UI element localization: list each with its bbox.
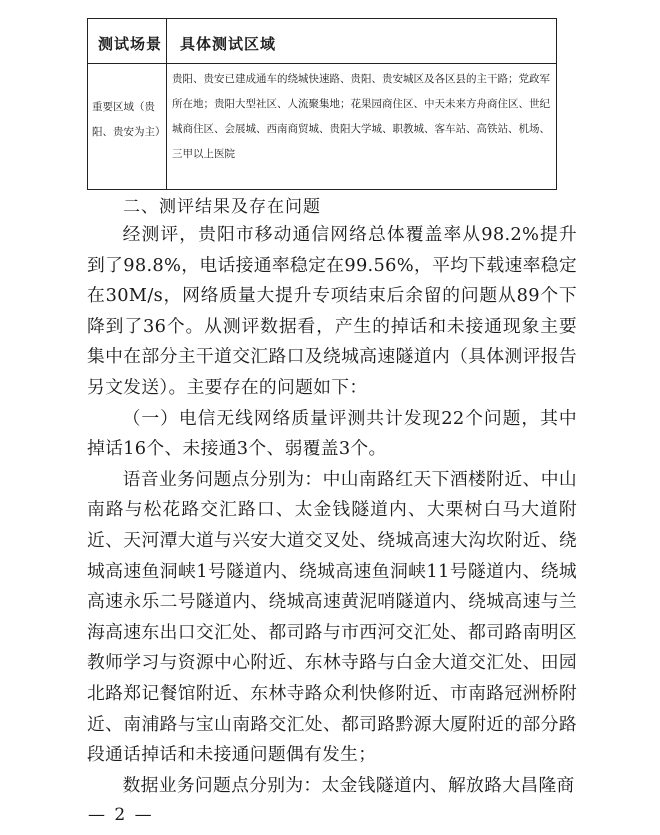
table-cell-scene: 重要区域（贵阳、贵安为主） [92, 101, 166, 138]
paragraph-data-issues: 数据业务问题点分别为：太金钱隧道内、解放路大昌隆商 [122, 774, 575, 796]
table-header-area: 具体测试区域 [180, 35, 277, 53]
table-header-scene: 测试场景 [98, 35, 163, 53]
table-column-divider [166, 19, 167, 189]
document-body [87, 220, 577, 801]
paragraph-overview: 经测评，贵阳市移动通信网络总体覆盖率从98.2%提升到了98.8%，电话接通率稳定在99.56%，平均下载速率稳定在30M/s，网络质量大提升专项结束后余留的问题从89个下降到了36个。从测评数据看，产生的掉话和未接通现象主要集中在部分主干道交汇路口及绕城高速隧道内（具体测评报告另文发送）。主要存在的问题如下： [87, 224, 577, 398]
table-row-divider [88, 63, 556, 64]
section-heading: 二、测评结果及存在问题 [123, 197, 321, 217]
table-cell-area: 贵阳、贵安已建成通车的绕城快速路、贵阳、贵安城区及各区县的主干路；党政军所在地；贵阳大型社区、人流聚集地；花果园商住区、中天未来方舟商住区、世纪城商住区、会展城、西南商贸城、贵阳大学城、职教城、客车站、高铁站、机场、三甲以上医院 [172, 73, 550, 160]
paragraph-telecom-issues: （一）电信无线网络质量评测共计发现22个问题，其中掉话16个、未接通3个、弱覆盖3个。 [87, 407, 577, 460]
test-area-table [87, 18, 557, 190]
page-number: — 2 — [88, 805, 154, 825]
paragraph-voice-issues: 语音业务问题点分别为：中山南路红天下酒楼附近、中山南路与松花路交汇路口、太金钱隧道内、大栗树白马大道附近、天河潭大道与兴安大道交叉处、绕城高速大沟坎附近、绕城高速鱼洞峡1号隧道内、绕城高速鱼洞峡11号隧道内、绕城高速永乐二号隧道内、绕城高速黄泥哨隧道内、绕城高速与兰海高速东出口交汇处、都司路与市西河交汇处、都司路南明区教师学习与资源中心附近、东林寺路与白金大道交汇处、田园北路郑记餐馆附近、东林寺路众利快修附近、市南路冠洲桥附近、南浦路与宝山南路交汇处、都司路黔源大厦附近的部分路段通话掉话和未接通问题偶有发生； [87, 468, 577, 766]
